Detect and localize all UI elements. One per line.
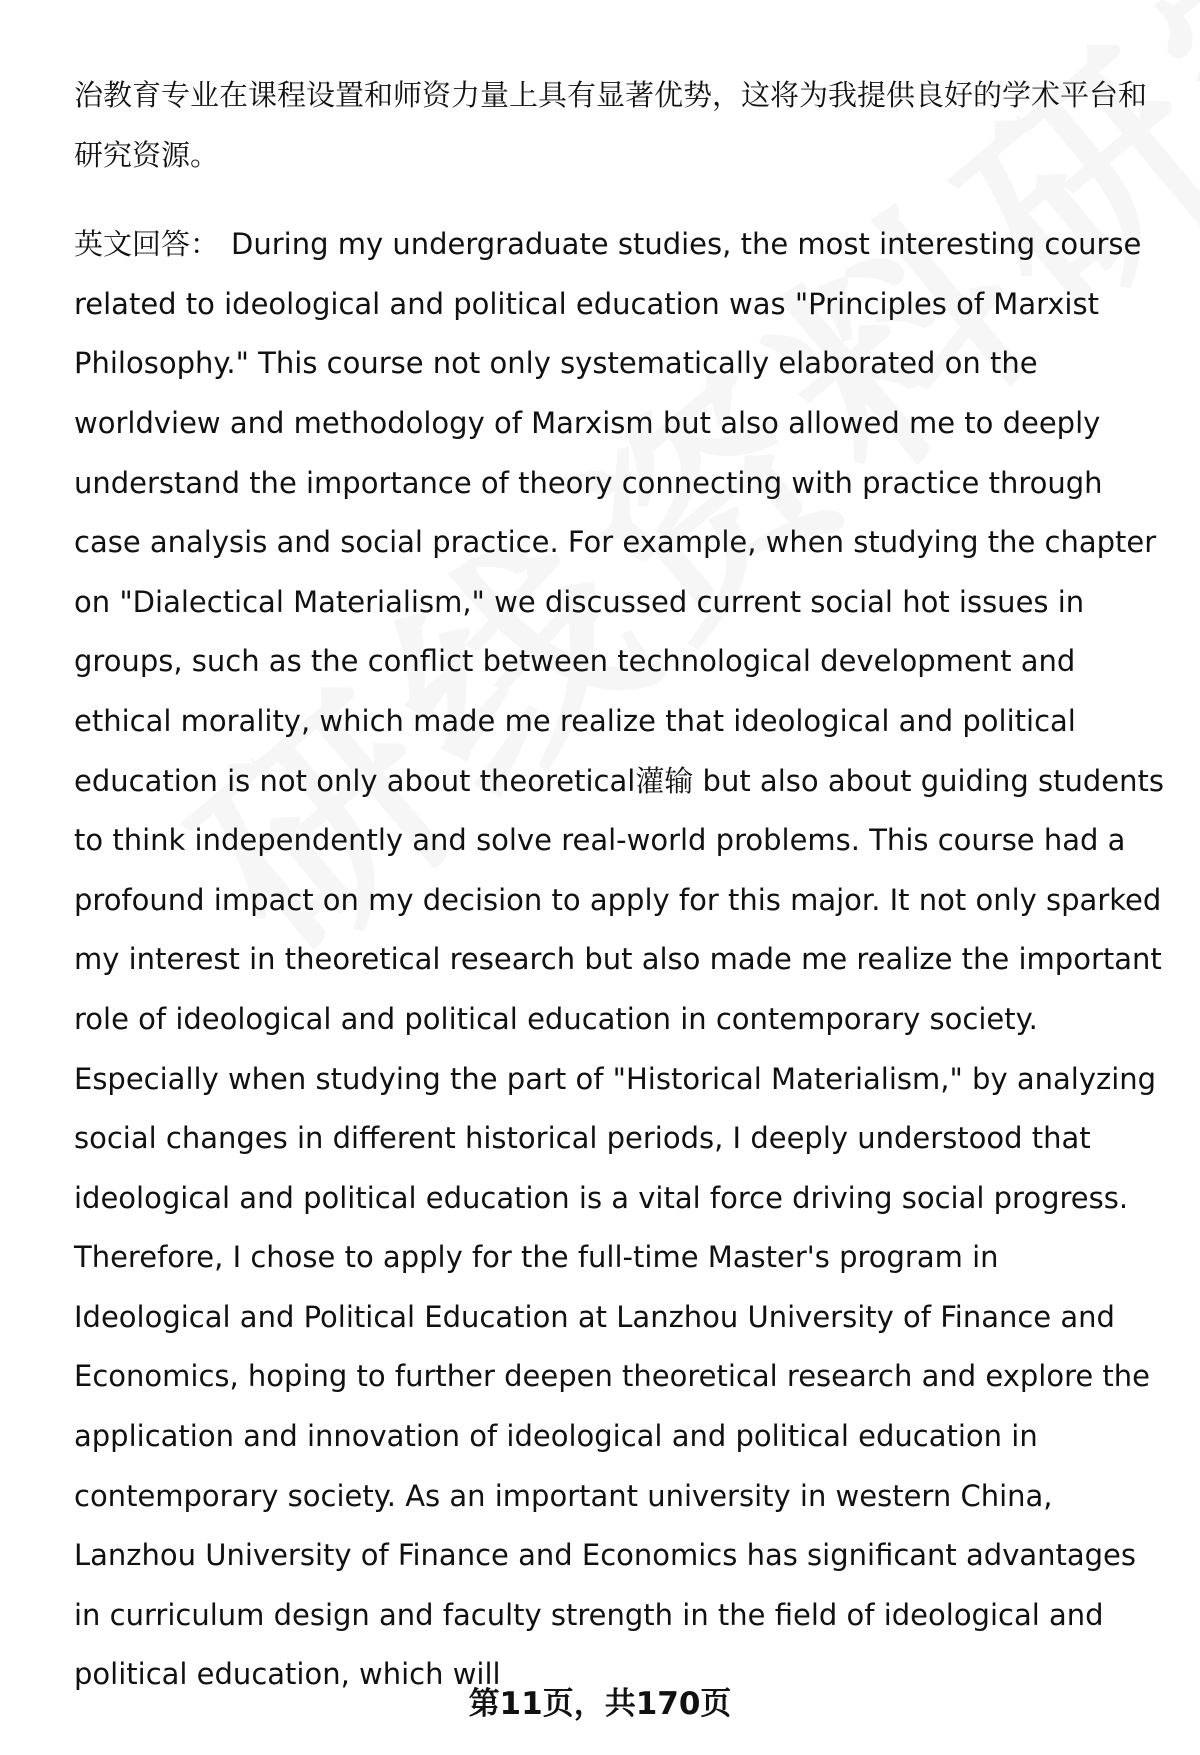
english-answer-paragraph: [74, 215, 1164, 1705]
paragraph-gap: [74, 185, 1164, 215]
document-body: [74, 66, 1164, 1705]
page-indicator: 第11页，共170页: [468, 1686, 732, 1722]
intro-paragraph: 治教育专业在课程设置和师资力量上具有显著优势，这将为我提供良好的学术平台和研究资源。: [74, 78, 1148, 172]
english-answer-label: 英文回答：: [74, 227, 220, 262]
english-answer-text: During my undergraduate studies, the most interesting course related to ideological and political education was "Principles of Marxist Philosophy." This course not only systematically elaborated on the worldview and methodology of Marxism but also allowed me to deeply understand the importance of theory connecting with practice through case analysis and social practice. For example, when studying the chapter on "Dialectical Materialism," we discussed current social hot issues in groups, such as the conflict between technological development and ethical morality, which made me realize that ideological and political education is not only about theoretical灌输 but also about guiding students to think independently and solve real-world problems. This course had a profound impact on my decision to apply for this major. It not only sparked my interest in theoretical research but also made me realize the important role of ideological and political education in contemporary society. Especially when studying the part of "Historical Materialism," by analyzing social changes in different historical periods, I deeply understood that ideological and political education is a vital force driving social progress. Therefore, I chose to apply for the full-time Master's program in Ideological and Political Education at Lanzhou University of Finance and Economics, hoping to further deepen theoretical research and explore the application and innovation of ideological and political education in contemporary society. As an important university in western China, Lanzhou University of Finance and Economics has significant advantages in curriculum design and faculty strength in the field of ideological and political education, which will: [74, 227, 1164, 1692]
